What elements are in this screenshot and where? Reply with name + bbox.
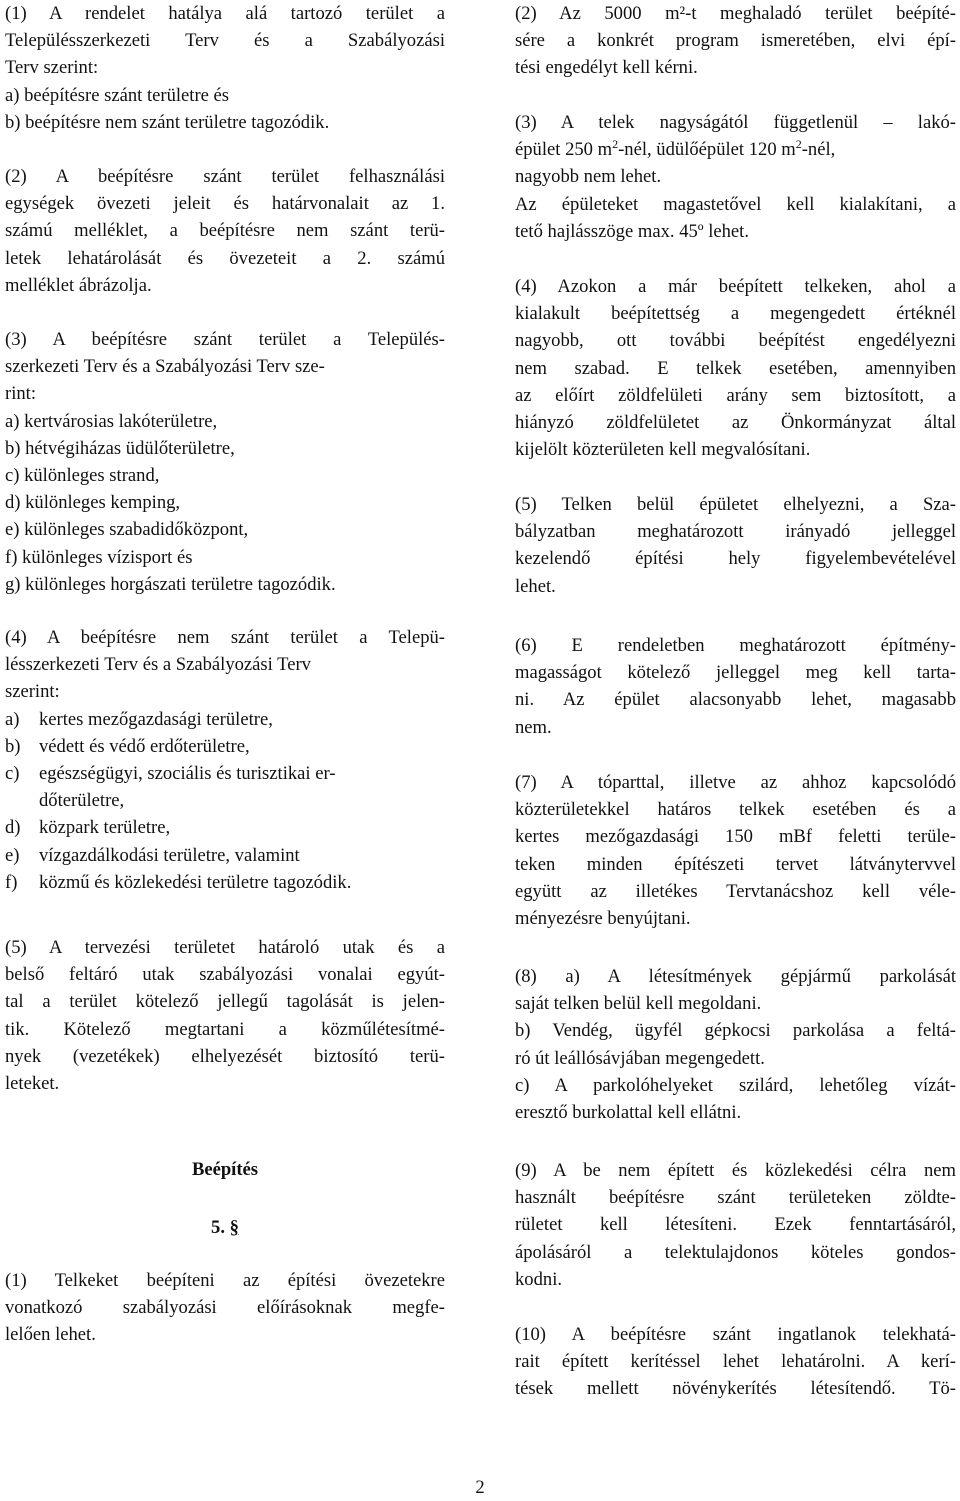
list-item: [5, 733, 445, 760]
text-line: együtt az illetékes Tervtanácshoz kell véle-: [515, 880, 956, 902]
text-line: ményezésre benyújtani.: [515, 907, 691, 929]
text-line: kialakult beépítettség a megengedett értéknél: [515, 303, 956, 325]
list-item: a) kertvárosias lakóterületre,: [5, 410, 218, 432]
text-line: Az épületeket magastetővel kell kialakítani, a: [515, 193, 956, 215]
paragraph-parking: [515, 963, 956, 1126]
text-line: (1) Telkeket beépíteni az építési övezetekre: [5, 1270, 445, 1291]
list-item: e) különleges szabadidőközpont,: [5, 519, 249, 541]
list-label: c): [5, 762, 20, 784]
text-line: (5) A tervezési területet határoló utak és a: [5, 937, 445, 958]
text-line: közterületekkel határos telkek esetében és a: [515, 799, 956, 821]
text-line: hiányzó zöldfelületet az Önkormányzat által: [515, 411, 956, 433]
superscript: 2: [795, 137, 802, 152]
text-line: (4) Azokon a már beépített telkeken, ahol a: [515, 276, 956, 297]
text-line: letek lehatárolását és övezeteit a 2. számú: [5, 247, 445, 269]
list-item: g) különleges horgászati területre tagozódik.: [5, 573, 336, 595]
text-fragment: -nél,: [801, 139, 836, 161]
text-line: belső feltáró utak szabályozási vonalai egyút-: [5, 964, 445, 986]
text-line: ápolásáról a telektulajdonos köteles gondos-: [515, 1241, 956, 1263]
text-line: (8) a) A létesítmények gépjármű parkolását: [515, 966, 956, 987]
list-text: közpark területre,: [39, 817, 171, 839]
text-line: nagyobb, ott további beépítést engedélyezni: [515, 330, 956, 352]
list-item: d) különleges kemping,: [5, 492, 181, 514]
text-line: b) Vendég, ügyfél gépkocsi parkolása a feltá-: [515, 1020, 956, 1042]
list-item: [5, 814, 445, 841]
paragraph-fences: [515, 1321, 956, 1403]
text-line: ró út leállósávjában megengedett.: [515, 1047, 765, 1069]
text-line: számú melléklet, a beépítésre nem szánt terü-: [5, 220, 445, 242]
text-line: rületet kell létesíteni. Ezek fenntartásáról,: [515, 1214, 956, 1236]
text-line: rait épített kerítéssel lehet lehatárolni. A kerí-: [515, 1351, 956, 1373]
text-fragment: épület 250 m: [515, 139, 613, 161]
section-heading: [5, 1156, 445, 1183]
text-line: kertes mezőgazdasági 150 mBf feletti terüle-: [515, 826, 956, 848]
paragraph-roads: [5, 934, 445, 1097]
text-line: ni. Az épület alacsonyabb lehet, magasabb: [515, 689, 956, 711]
text-line: nem szabad. E telkek esetében, amennyiben: [515, 357, 956, 379]
text-line: tal a terület kötelező jellegű tagolását is jelen-: [5, 991, 445, 1013]
text-line: tési engedélyt kell kérni.: [515, 57, 698, 79]
text-line: (2) A beépítésre szánt terület felhasználási: [5, 166, 445, 187]
list-text: kertes mezőgazdasági területre,: [39, 708, 273, 730]
section-heading-text: Beépítés: [191, 1159, 259, 1180]
list-item: [5, 760, 445, 787]
list-label: b): [5, 735, 21, 757]
text-line: (10) A beépítésre szánt ingatlanok telekhatá-: [515, 1324, 956, 1345]
paragraph-lakeside-plots: [515, 769, 956, 932]
list-item: c) különleges strand,: [5, 464, 160, 486]
text-line: (7) A tóparttal, illetve az ahhoz kapcsolódó: [515, 772, 956, 793]
paragraph-large-plots: [515, 0, 956, 82]
paragraph-scope: [5, 0, 445, 136]
page-number: 2: [475, 1477, 485, 1498]
list-text: védett és védő erdőterületre,: [39, 735, 250, 757]
text-line: (6) E rendeletben meghatározott építmény-: [515, 635, 956, 656]
text-line: b) beépítésre nem szánt területre tagozódik.: [5, 111, 330, 133]
paragraph-building-height: [515, 632, 956, 741]
section-number-text: 5.: [211, 1217, 225, 1238]
text-line: nyek (vezetékek) elhelyezését biztosító terü-: [5, 1045, 445, 1067]
list-text: egészségügyi, szociális és turisztikai er-: [39, 762, 336, 784]
text-line: Településszerkezeti Terv és a Szabályozási: [5, 30, 445, 52]
text-line: c) A parkolóhelyeket szilárd, lehetőleg vízát-: [515, 1074, 956, 1096]
text-line: lelően lehet.: [5, 1324, 96, 1346]
paragraph-building-size: [515, 109, 956, 245]
text-line: egységek övezeti jeleit és határvonalait az 1.: [5, 193, 445, 215]
text-line: lésszerkezeti Terv és a Szabályozási Terv: [5, 654, 311, 676]
text-line: rint:: [5, 383, 36, 405]
text-line: Terv szerint:: [5, 57, 99, 79]
paragraph-existing-plots: [515, 273, 956, 463]
text-line: tések mellett növénykerítés létesítendő. Tö-: [515, 1378, 956, 1400]
text-line: (4) A beépítésre nem szánt terület a Telepü-: [5, 627, 445, 648]
list-label: e): [5, 844, 20, 866]
section-number: [5, 1214, 445, 1241]
paragraph-built-up-areas: [5, 326, 445, 598]
text-line: nem.: [515, 716, 552, 738]
list-item: b) hétvégiházas üdülőterületre,: [5, 437, 235, 459]
text-line: magasságot kötelező jelleggel meg kell tarta-: [515, 662, 956, 684]
text-line: (2) Az 5000 m²-t meghaladó terület beépíté-: [515, 3, 956, 24]
text-line: vonatkozó szabályozási előírásoknak megfe-: [5, 1297, 445, 1319]
list-text: közmű és közlekedési területre tagozódik.: [39, 871, 352, 893]
superscript: 2: [612, 137, 619, 152]
text-line: szerint:: [5, 681, 60, 703]
list-text: dőterületre,: [39, 790, 125, 812]
list-label: f): [5, 871, 18, 893]
list-label: a): [5, 708, 20, 730]
text-line: (3) A beépítésre szánt terület a Település-: [5, 329, 445, 350]
text-line: kodni.: [515, 1268, 563, 1290]
paragraph-land-use-maps: [5, 163, 445, 299]
text-line: nagyobb nem lehet.: [515, 166, 662, 188]
list-text: vízgazdálkodási területre, valamint: [39, 844, 300, 866]
text-line: eresztő burkolattal kell ellátni.: [515, 1101, 742, 1123]
text-line: lehet.: [515, 575, 556, 597]
text-line: sére a konkrét program ismeretében, elvi épí-: [515, 30, 956, 52]
paragraph-green-areas: [515, 1157, 956, 1293]
paragraph-non-built-up-areas: [5, 624, 445, 896]
text-line: (9) A be nem épített és közlekedési célra nem: [515, 1160, 956, 1181]
text-line: kezelendő építési hely figyelembevételével: [515, 548, 956, 570]
text-line: használt beépítésre szánt területeken zöldte-: [515, 1187, 956, 1209]
list-item: [5, 787, 445, 814]
text-line: bályzatban meghatározott irányadó jelleggel: [515, 521, 956, 543]
paragraph-building-rules: [5, 1267, 445, 1349]
text-line: a) beépítésre szánt területre és: [5, 84, 230, 106]
text-line: az előírt zöldfelületi arány sem biztosított, a: [515, 384, 956, 406]
text-line: kijelölt közterületen kell megvalósítani.: [515, 439, 811, 461]
text-line: (1) A rendelet hatálya alá tartozó terület a: [5, 3, 445, 24]
text-line: (5) Telken belül épületet elhelyezni, a Sza-: [515, 494, 956, 515]
list-item: [5, 706, 445, 733]
list-item: [5, 869, 445, 896]
section-sign: §: [229, 1217, 239, 1238]
list-label: d): [5, 817, 21, 839]
text-line: teken minden építészeti tervet látványtervvel: [515, 853, 956, 875]
list-item: [5, 842, 445, 869]
text-line: tik. Kötelező megtartani a közműlétesítmé-: [5, 1018, 445, 1040]
text-line: melléklet ábrázolja.: [5, 274, 152, 296]
text-line: szerkezeti Terv és a Szabályozási Terv sze-: [5, 356, 325, 378]
text-line: leteket.: [5, 1072, 60, 1094]
paragraph-building-placement: [515, 491, 956, 600]
text-fragment: -nél, üdülőépület 120 m: [618, 139, 796, 161]
text-line: saját telken belül kell megoldani.: [515, 993, 762, 1015]
text-line: [515, 136, 956, 163]
list-item: f) különleges vízisport és: [5, 546, 193, 568]
text-line: tető hajlásszöge max. 45º lehet.: [515, 220, 749, 242]
text-line: (3) A telek nagyságától függetlenül – lakó-: [515, 112, 956, 133]
